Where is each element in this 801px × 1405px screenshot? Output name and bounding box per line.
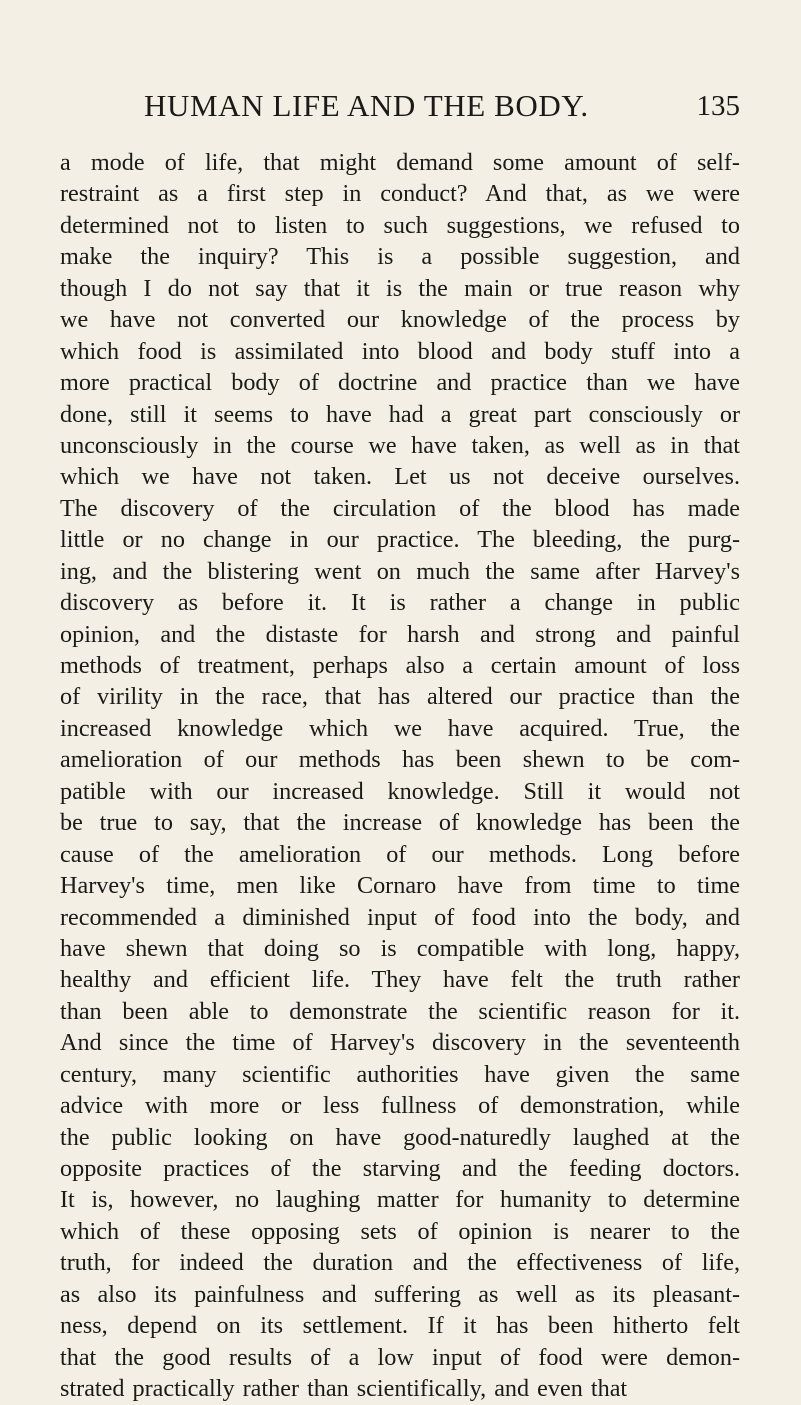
running-head [60,88,740,128]
text-line: determined not to listen to such suggestions, we refused to [60,211,740,239]
text-line: opposite practices of the starving and the feeding doctors. [60,1155,740,1182]
text-line: though I do not say that it is the main or true reason why [60,274,740,302]
text-line: amelioration of our methods has been shewn to be com- [60,746,740,774]
text-line: be true to say, that the increase of knowledge has been the [60,809,740,837]
text-line: increased knowledge which we have acquired. True, the [60,714,740,742]
text-line: little or no change in our practice. The bleeding, the purg- [60,526,740,554]
text-line: advice with more or less fullness of demonstration, while [60,1092,740,1120]
text-line: a mode of life, that might demand some amount of self- [60,149,740,176]
text-line: methods of treatment, perhaps also a certain amount of loss [60,652,740,679]
text-line: ness, depend on its settlement. If it has been hitherto felt [60,1312,740,1340]
text-line: done, still it seems to have had a great part consciously or [60,400,740,428]
running-title: HUMAN LIFE AND THE BODY. [144,88,589,123]
body-text [60,147,740,1405]
text-line: patible with our increased knowledge. Still it would not [60,777,740,805]
text-line: which food is assimilated into blood and body stuff into a [60,337,740,365]
text-line: healthy and efficient life. They have felt the truth rather [60,966,740,994]
text-line: of virility in the race, that has altered our practice than the [60,683,740,711]
text-line: cause of the amelioration of our methods. Long before [60,840,740,868]
text-line: as also its painfulness and suffering as well as its pleasant- [60,1280,740,1308]
text-line: have shewn that doing so is compatible with long, happy, [60,934,740,962]
text-line: opinion, and the distaste for harsh and strong and painful [60,620,740,648]
text-line: discovery as before it. It is rather a change in public [60,589,740,617]
text-line: restraint as a first step in conduct? And that, as we were [60,180,740,208]
text-line: the public looking on have good-naturedly laughed at the [60,1123,740,1151]
text-line: make the inquiry? This is a possible suggestion, and [60,243,740,271]
text-line: than been able to demonstrate the scientific reason for it. [60,997,740,1025]
text-line: which of these opposing sets of opinion is nearer to the [60,1217,740,1245]
text-line: The discovery of the circulation of the blood has made [60,494,740,522]
text-line: And since the time of Harvey's discovery in the seventeenth [60,1029,740,1057]
text-line: century, many scientific authorities have given the same [60,1060,740,1088]
text-line: we have not converted our knowledge of the process by [60,306,740,334]
text-line: that the good results of a low input of food were demon- [60,1343,740,1371]
page-number: 135 [696,90,740,122]
text-line: more practical body of doctrine and practice than we have [60,369,740,397]
text-line: Harvey's time, men like Cornaro have from time to time [60,872,740,900]
text-line: unconsciously in the course we have taken, as well as in that [60,431,740,459]
text-line: It is, however, no laughing matter for humanity to determine [60,1186,740,1214]
text-line: ing, and the blistering went on much the same after Harvey's [60,557,740,585]
text-line: strated practically rather than scientifically, and even that [60,1375,628,1403]
text-line: truth, for indeed the duration and the effectiveness of life, [60,1249,740,1277]
text-line: which we have not taken. Let us not deceive ourselves. [60,463,740,491]
text-line: recommended a diminished input of food into the body, and [60,903,740,931]
